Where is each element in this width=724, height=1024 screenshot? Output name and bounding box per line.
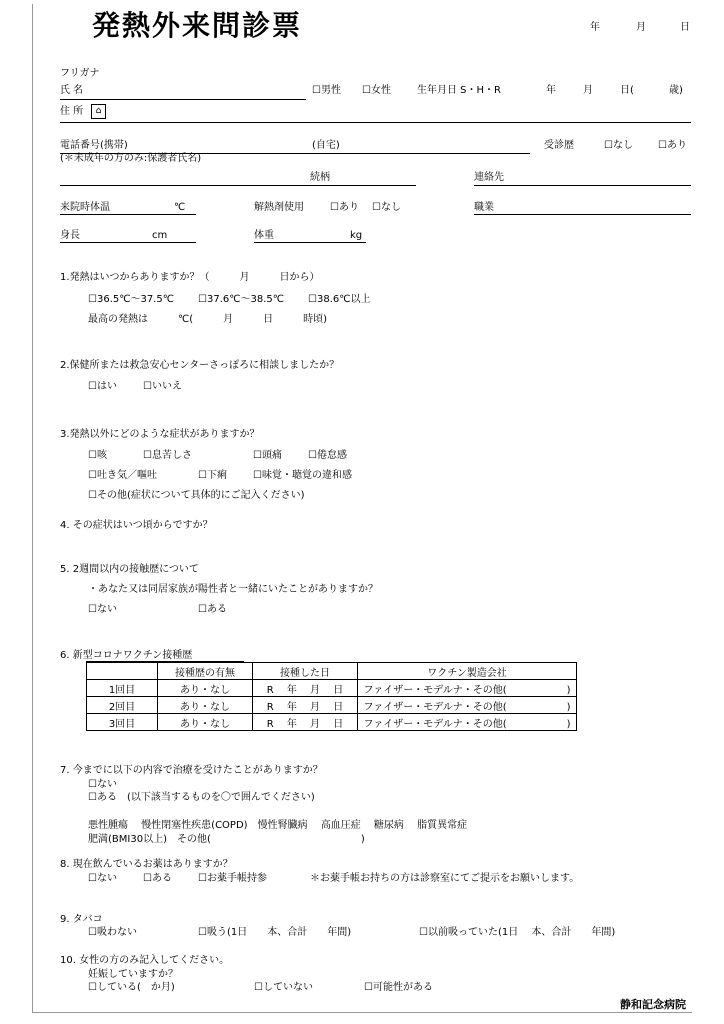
table-row [87,680,577,697]
q8-no-checkbox[interactable]: ☐ない [88,873,117,884]
weight-unit: kg [350,230,363,241]
dob-label: 生年月日 S・H・R [417,85,501,96]
q4-title: 4. その症状はいつ頃からですか？ [60,520,213,531]
visit-yes-checkbox[interactable]: ☐あり [658,140,687,151]
table-cell[interactable]: R 年 月 日 [253,680,358,697]
address-underline [60,122,691,123]
dob-month-label: 月 [583,85,593,96]
q10-no-checkbox[interactable]: ☐していない [254,982,313,993]
q8-notebook-checkbox[interactable]: ☐お薬手帳持参 [198,873,267,884]
q2-yes-checkbox[interactable]: ☐はい [88,381,117,392]
q7-no-checkbox[interactable]: ☐ない [88,779,117,790]
vaccine-header-cell: ワクチン製造会社 [358,663,577,680]
q5-yes-checkbox[interactable]: ☐ある [198,604,227,615]
name-underline [60,99,306,100]
address-label: 住 所 [60,106,84,117]
table-cell[interactable]: ファイザー・モデルナ・その他( ) [358,714,577,731]
q7-condition-list-1: 悪性腫瘍 慢性閉塞性疾患(COPD) 慢性腎臓病 高血圧症 糖尿病 脂質異常症 [88,820,468,831]
weight-label: 体重 [254,230,274,241]
q3-other-checkbox[interactable]: ☐その他(症状について具体的にご記入ください) [88,490,305,501]
q7-yes-checkbox[interactable]: ☐ある (以下該当するものを〇で囲んでください) [88,792,315,803]
male-checkbox[interactable]: ☐男性 [312,85,341,96]
date-year-label: 年 [590,22,600,33]
q3-breath-checkbox[interactable]: ☐息苦しさ [143,450,192,461]
table-cell[interactable]: R 年 月 日 [253,714,358,731]
visit-history-label: 受診歴 [544,140,574,151]
q3-title: 3.発熱以外にどのような症状がありますか？ [60,429,260,440]
occupation-label: 職業 [474,202,494,213]
visit-none-checkbox[interactable]: ☐なし [604,140,633,151]
hospital-name: 静和記念病院 [620,998,686,1011]
height-label: 身長 [60,230,80,241]
q10-title: 10. 女性の方のみ記入してください。 [60,955,230,966]
q1-option-1[interactable]: ☐36.5℃～37.5℃ [88,294,174,305]
vaccine-header-cell [87,663,158,680]
q1-max-fever: 最高の発熱は ℃( 月 日 時頃) [88,314,328,325]
contact-label: 連絡先 [474,172,504,183]
relation-label: 続柄 [310,172,330,183]
dob-year-label: 年 [546,85,556,96]
q10-maybe-checkbox[interactable]: ☐可能性がある [364,982,433,993]
q3-taste-checkbox[interactable]: ☐味覚・聴覚の違和感 [253,470,352,481]
date-month-label: 月 [636,22,646,33]
q9-former-checkbox[interactable]: ☐以前吸っていた(1日 本、合計 年間) [419,927,616,938]
q9-never-checkbox[interactable]: ☐吸わない [88,927,137,938]
age-label: 歳) [669,85,683,96]
height-underline [60,242,196,243]
table-cell: 2回目 [87,697,158,714]
q1-option-2[interactable]: ☐37.6℃～38.5℃ [198,294,284,305]
q7-title: 7. 今までに以下の内容で治療を受けたことがありますか？ [60,765,323,776]
q9-title: 9. タバコ [60,914,103,925]
vaccine-table-header [87,663,577,680]
table-cell: 3回目 [87,714,158,731]
q3-diarrhea-checkbox[interactable]: ☐下痢 [198,470,227,481]
temperature-label: 来院時体温 [60,202,110,213]
q10-yes-checkbox[interactable]: ☐している( か月) [88,982,175,993]
form-title: 発熱外来問診票 [92,9,303,42]
q3-nausea-checkbox[interactable]: ☐吐き気／嘔吐 [88,470,157,481]
vaccine-table [86,662,577,731]
temperature-unit: ℃ [174,202,186,213]
height-unit: cm [152,230,168,241]
antipyretic-no-checkbox[interactable]: ☐なし [372,202,401,213]
q8-title: 8. 現在飲んでいるお薬はありますか？ [60,859,233,870]
q10-subquestion: 妊娠していますか？ [88,969,178,980]
furigana-label: フリガナ [60,68,100,79]
q3-cough-checkbox[interactable]: ☐咳 [88,450,107,461]
table-cell[interactable]: ファイザー・モデルナ・その他( ) [358,697,577,714]
q8-note: ＊お薬手帳お持ちの方は診察室にてご提示をお願いします。 [310,873,580,884]
weight-underline [254,242,366,243]
q5-title: 5. 2週間以内の接触歴について [60,564,199,575]
building-icon: ⌂ [91,104,106,119]
table-cell[interactable]: あり・なし [158,714,253,731]
antipyretic-yes-checkbox[interactable]: ☐あり [330,202,359,213]
vaccine-header-cell: 接種した日 [253,663,358,680]
temperature-underline [60,214,196,215]
q7-condition-list-2: 肥満(BMI30以上) その他( ) [88,834,365,845]
phone-mobile-label: 電話番号(携帯) [60,140,128,151]
phone-home-label: (自宅) [312,140,340,151]
vaccine-header-cell: 接種歴の有無 [158,663,253,680]
table-cell[interactable]: R 年 月 日 [253,697,358,714]
occupation-underline [474,214,691,215]
q2-no-checkbox[interactable]: ☐いいえ [143,381,182,392]
q1-title: 1.発熱はいつからありますか？（ 月 日から） [60,272,320,283]
table-row [87,697,577,714]
table-row [87,714,577,731]
q5-no-checkbox[interactable]: ☐ない [88,604,117,615]
contact-underline [474,185,691,186]
dob-day-label: 日( [620,85,634,96]
table-cell[interactable]: ファイザー・モデルナ・その他( ) [358,680,577,697]
table-cell: 1回目 [87,680,158,697]
guardian-underline [60,185,416,186]
q2-title: 2.保健所または救急安心センターさっぽろに相談しましたか？ [60,360,340,371]
q1-option-3[interactable]: ☐38.6℃以上 [308,294,371,305]
q3-headache-checkbox[interactable]: ☐頭痛 [253,450,282,461]
table-cell[interactable]: あり・なし [158,680,253,697]
guardian-label: (＊未成年の方のみ:保護者氏名) [60,153,202,164]
name-label: 氏 名 [60,85,84,96]
q8-yes-checkbox[interactable]: ☐ある [143,873,172,884]
table-cell[interactable]: あり・なし [158,697,253,714]
q3-fatigue-checkbox[interactable]: ☐倦怠感 [308,450,347,461]
q9-current-checkbox[interactable]: ☐吸う(1日 本、合計 年間) [198,927,352,938]
antipyretic-label: 解熱剤使用 [254,202,304,213]
date-day-label: 日 [680,22,690,33]
q5-subquestion: ・あなた又は同居家族が陽性者と一緒にいたことがありますか？ [88,584,378,595]
q6-title: 6. 新型コロナワクチン接種歴 [60,650,193,661]
female-checkbox[interactable]: ☐女性 [362,85,391,96]
